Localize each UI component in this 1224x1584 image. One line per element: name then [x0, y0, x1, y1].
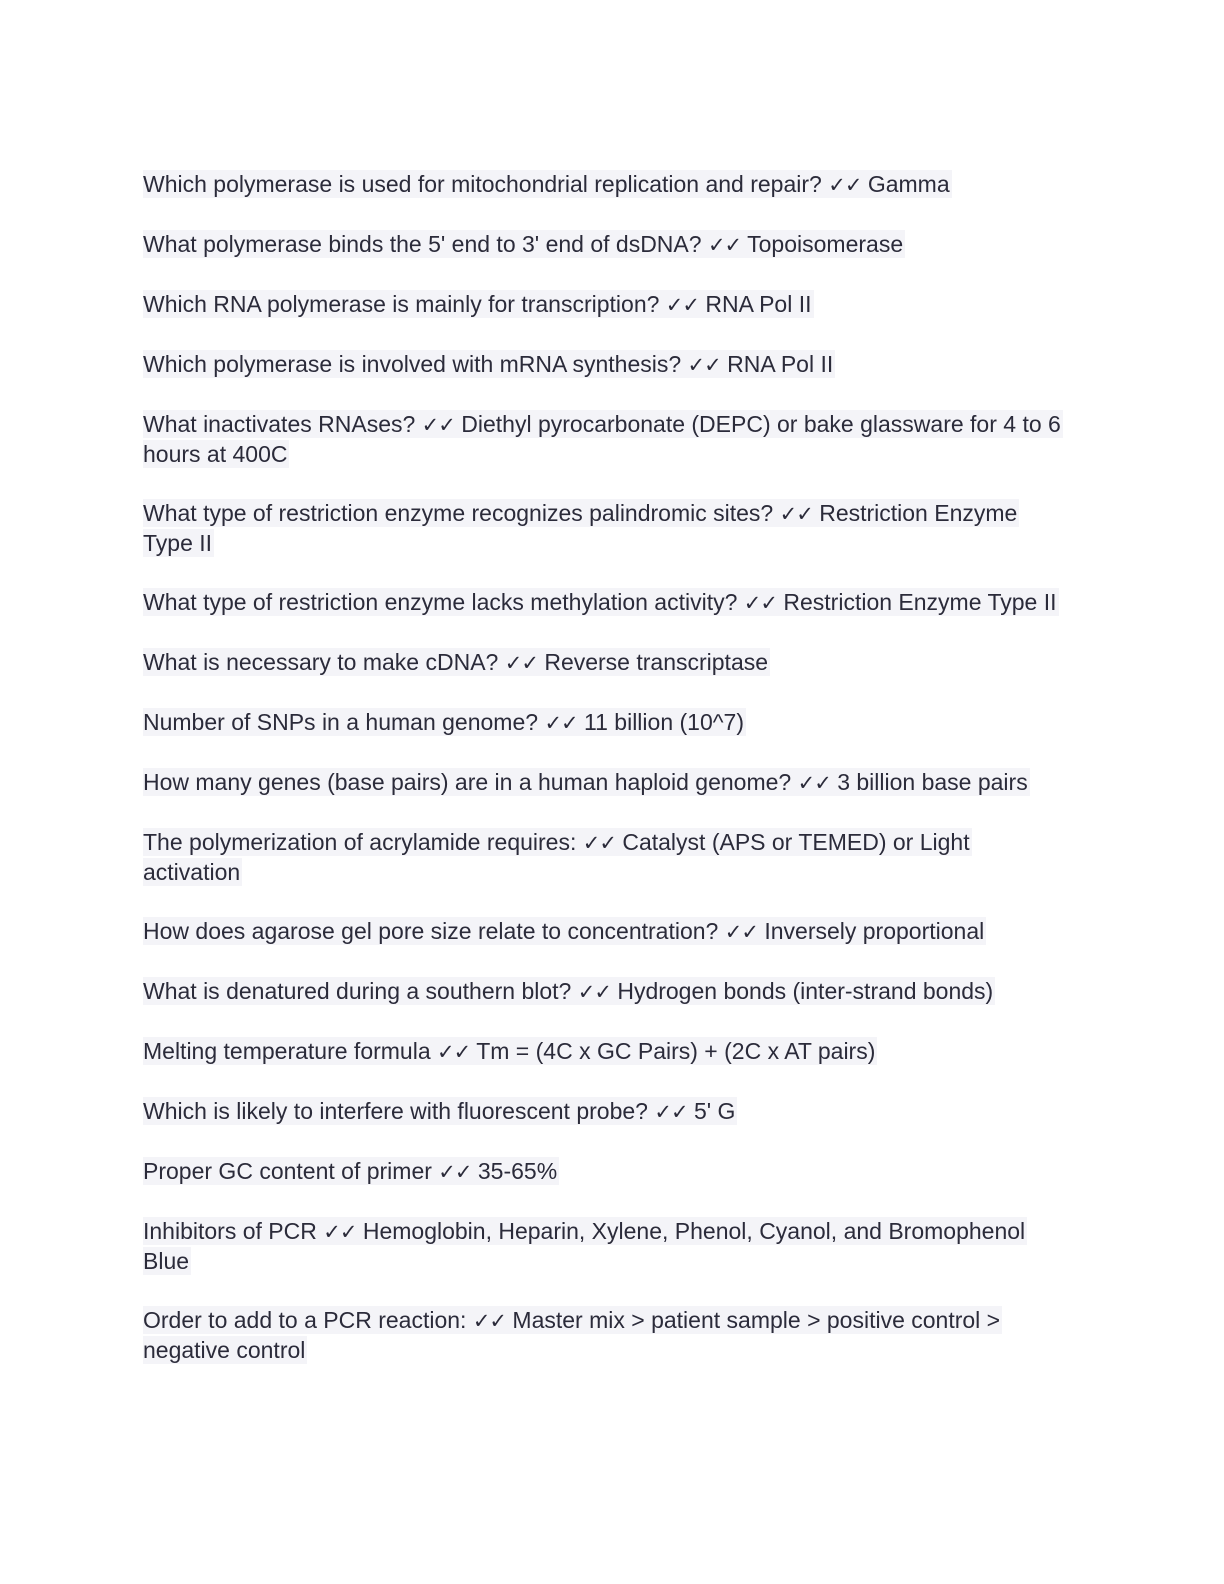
answer-text: Inversely proportional: [764, 918, 985, 944]
qa-item: [143, 1037, 1073, 1067]
qa-item: [143, 768, 1073, 798]
question-text: Which RNA polymerase is mainly for transcription?: [143, 291, 660, 317]
question-text: Which polymerase is involved with mRNA synthesis?: [143, 351, 682, 377]
check-icon: ✓✓: [544, 711, 578, 735]
qa-item: [143, 1217, 1073, 1276]
check-icon: ✓✓: [421, 413, 455, 437]
qa-item: [143, 977, 1073, 1007]
qa-item: [143, 588, 1073, 618]
qa-text: [143, 1157, 559, 1185]
question-text: The polymerization of acrylamide requires:: [143, 829, 577, 855]
check-icon: ✓✓: [472, 1309, 507, 1333]
qa-text: [143, 1097, 737, 1125]
check-icon: ✓✓: [654, 1100, 688, 1124]
question-text: Number of SNPs in a human genome?: [143, 709, 539, 735]
question-text: Which polymerase is used for mitochondrial replication and repair?: [143, 171, 822, 197]
question-text: What type of restriction enzyme lacks methylation activity?: [143, 589, 738, 615]
qa-item: [143, 1306, 1073, 1365]
question-text: What is necessary to make cDNA?: [143, 649, 499, 675]
qa-item: [143, 410, 1073, 469]
question-text: Melting temperature formula: [143, 1038, 431, 1064]
qa-item: [143, 290, 1073, 320]
qa-text: [143, 588, 1059, 616]
check-icon: ✓✓: [687, 353, 721, 377]
check-icon: ✓✓: [743, 591, 777, 615]
qa-list: [143, 170, 1073, 1395]
check-icon: ✓✓: [438, 1160, 472, 1184]
qa-item: [143, 1157, 1073, 1187]
question-text: How many genes (base pairs) are in a human haploid genome?: [143, 769, 792, 795]
answer-text: Tm = (4C x GC Pairs) + (2C x AT pairs): [476, 1038, 876, 1064]
qa-text: [143, 499, 1019, 557]
qa-item: [143, 230, 1073, 260]
answer-text: Diethyl pyrocarbonate (DEPC) or bake glassware for 4 to 6 hours at 400C: [143, 411, 1061, 467]
qa-text: [143, 1037, 877, 1065]
answer-text: Topoisomerase: [747, 231, 904, 257]
qa-text: [143, 290, 814, 318]
question-text: Inhibitors of PCR: [143, 1218, 317, 1244]
check-icon: ✓✓: [504, 651, 538, 675]
question-text: What inactivates RNAses?: [143, 411, 416, 437]
qa-text: [143, 350, 835, 378]
answer-text: Restriction Enzyme Type II: [143, 500, 1018, 556]
qa-item: [143, 1097, 1073, 1127]
check-icon: ✓✓: [779, 502, 813, 526]
check-icon: ✓✓: [828, 173, 862, 197]
qa-text: [143, 768, 1030, 796]
qa-text: [143, 828, 972, 886]
answer-text: Gamma: [867, 171, 950, 197]
question-text: Which is likely to interfere with fluorescent probe?: [143, 1098, 648, 1124]
qa-item: [143, 828, 1073, 887]
answer-text: RNA Pol II: [705, 291, 812, 317]
question-text: Order to add to a PCR reaction:: [143, 1307, 467, 1333]
answer-text: 3 billion base pairs: [837, 769, 1028, 795]
answer-text: 5' G: [693, 1098, 736, 1124]
answer-text: Reverse transcriptase: [544, 649, 769, 675]
qa-text: [143, 230, 905, 258]
check-icon: ✓✓: [577, 980, 611, 1004]
question-text: What is denatured during a southern blot?: [143, 978, 572, 1004]
question-text: Proper GC content of primer: [143, 1158, 432, 1184]
answer-text: Restriction Enzyme Type II: [783, 589, 1057, 615]
check-icon: ✓✓: [582, 831, 616, 855]
check-icon: ✓✓: [323, 1220, 357, 1244]
question-text: What polymerase binds the 5' end to 3' end of dsDNA?: [143, 231, 702, 257]
qa-item: [143, 708, 1073, 738]
answer-text: Catalyst (APS or TEMED) or Light activation: [143, 829, 970, 885]
qa-item: [143, 499, 1073, 558]
check-icon: ✓✓: [665, 293, 699, 317]
check-icon: ✓✓: [707, 233, 742, 257]
answer-text: Hydrogen bonds (inter-strand bonds): [617, 978, 994, 1004]
qa-text: [143, 170, 952, 198]
answer-text: Master mix > patient sample > positive control > negative control: [143, 1307, 1001, 1363]
answer-text: 11 billion (10^7): [584, 709, 744, 735]
qa-text: [143, 1306, 1002, 1364]
qa-text: [143, 648, 770, 676]
answer-text: RNA Pol II: [727, 351, 834, 377]
check-icon: ✓✓: [797, 771, 831, 795]
qa-text: [143, 410, 1063, 468]
qa-text: [143, 977, 995, 1005]
qa-item: [143, 350, 1073, 380]
qa-item: [143, 648, 1073, 678]
answer-text: Hemoglobin, Heparin, Xylene, Phenol, Cyanol, and Bromophenol Blue: [143, 1218, 1026, 1274]
answer-text: 35-65%: [477, 1158, 558, 1184]
question-text: What type of restriction enzyme recognizes palindromic sites?: [143, 500, 774, 526]
qa-text: [143, 917, 986, 945]
qa-item: [143, 917, 1073, 947]
qa-item: [143, 170, 1073, 200]
check-icon: ✓✓: [437, 1040, 471, 1064]
check-icon: ✓✓: [724, 920, 758, 944]
qa-text: [143, 708, 746, 736]
question-text: How does agarose gel pore size relate to concentration?: [143, 918, 719, 944]
qa-text: [143, 1217, 1027, 1275]
